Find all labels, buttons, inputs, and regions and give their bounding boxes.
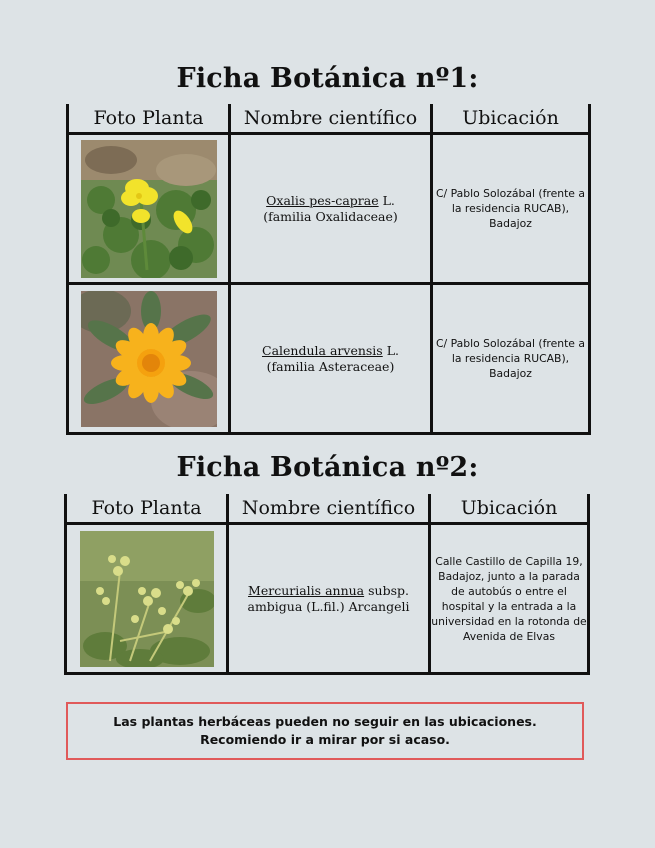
location-cell: C/ Pablo Solozábal (frente a la residencia RUCAB), Badajoz	[432, 134, 590, 284]
column-header-name: Nombre científico	[228, 494, 430, 524]
scientific-name: Calendula arvensis	[262, 342, 383, 358]
photo-cell	[66, 524, 228, 674]
column-header-location: Ubicación	[430, 494, 589, 524]
photo-cell	[68, 284, 230, 434]
scientific-name-cell	[230, 134, 432, 284]
scientific-name-author: L.	[382, 342, 399, 358]
table-row	[68, 284, 590, 434]
table-row	[68, 134, 590, 284]
location-cell: C/ Pablo Solozábal (frente a la residencia RUCAB), Badajoz	[432, 284, 590, 434]
family-name: (familia Oxalidaceae)	[263, 208, 398, 224]
scientific-name: Oxalis pes-caprae	[266, 192, 379, 208]
scientific-name-cell	[230, 284, 432, 434]
scientific-name-author: L.	[378, 192, 395, 208]
column-header-photo: Foto Planta	[68, 104, 230, 134]
photo-cell	[68, 134, 230, 284]
family-name: (familia Asteraceae)	[266, 358, 395, 374]
column-header-name: Nombre científico	[230, 104, 432, 134]
sheet1-table	[66, 104, 591, 435]
column-header-location: Ubicación	[432, 104, 590, 134]
table-row	[66, 524, 589, 674]
column-header-photo: Foto Planta	[66, 494, 228, 524]
mercurialis-plant-photo	[80, 531, 214, 667]
sheet1-header-row	[68, 104, 590, 134]
warning-note: Las plantas herbáceas pueden no seguir en las ubicaciones. Recomiendo ir a mirar por si acaso.	[66, 702, 584, 760]
sheet1-title: Ficha Botánica nº1:	[176, 63, 479, 94]
sheet2-title: Ficha Botánica nº2:	[176, 452, 479, 483]
scientific-name-author: subsp. ambigua (L.fil.) Arcangeli	[247, 582, 410, 614]
sheet2-header-row	[66, 494, 589, 524]
location-cell: Calle Castillo de Capilla 19, Badajoz, junto a la parada de autobús o entre el hospital y la entrada a la universidad en la rotonda de Avenida de Elvas	[430, 524, 589, 674]
scientific-name-cell	[228, 524, 430, 674]
scientific-name: Mercurialis annua	[248, 582, 365, 598]
yellow-oxalis-flower-photo	[81, 140, 217, 278]
sheet2-table	[64, 494, 590, 675]
orange-calendula-flower-photo	[81, 291, 217, 427]
